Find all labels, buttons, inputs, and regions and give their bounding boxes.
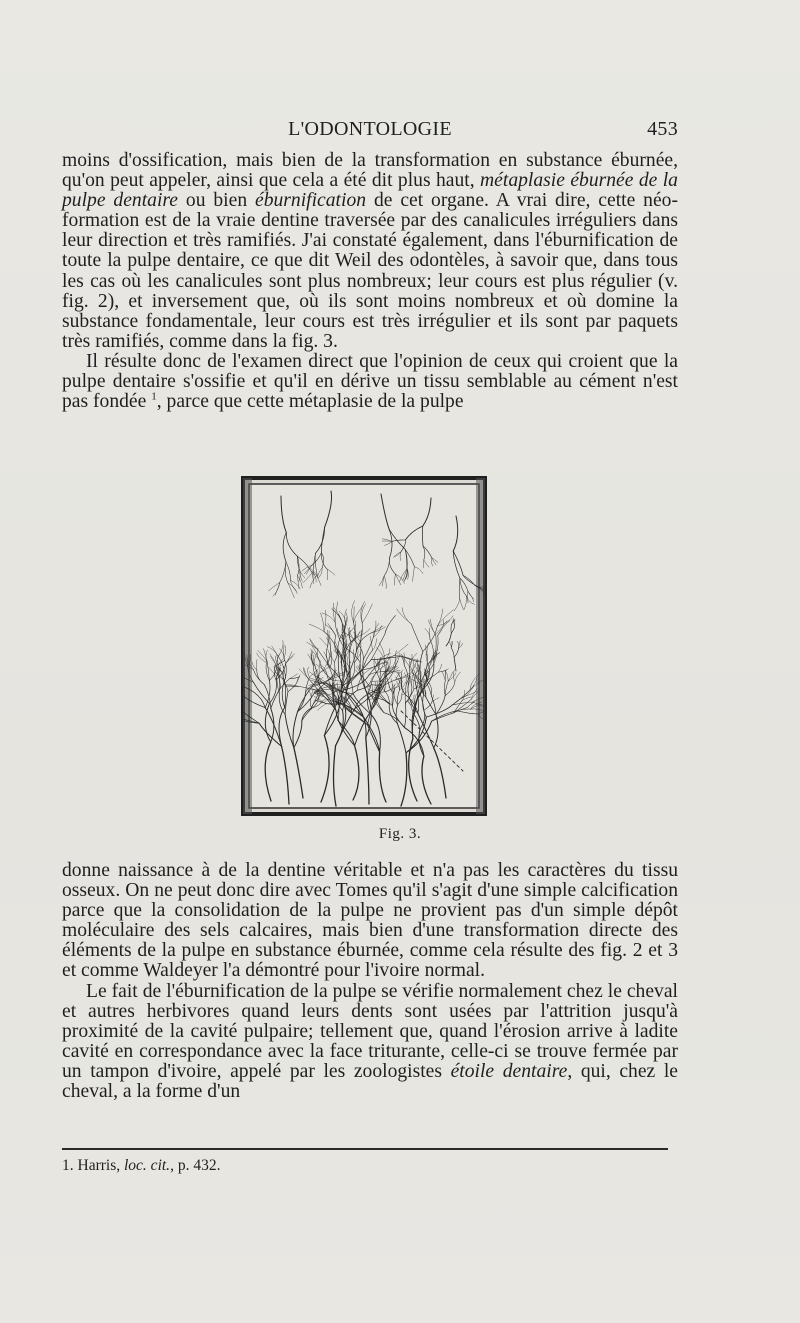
text-run: , qui, chez le cheval, a la forme d'un bbox=[62, 1060, 678, 1103]
text-run: Le fait de l'éburnification de la pulpe se vérifie normalement chez le cheval et autres herbivores quand leurs dents sont usées par l'attrition jusqu'à proximité de la cavité pulpaire; tellement que, quand l'érosion arrive à ladite cavité en correspondance avec la face triturante, celle-ci se trouve fermée par un tampon d'ivoire, appelé par les zoologistes bbox=[62, 980, 678, 1082]
body-text-bottom bbox=[62, 861, 678, 1102]
paragraph bbox=[62, 982, 678, 1103]
body-text-top bbox=[62, 151, 678, 412]
paragraph bbox=[62, 352, 678, 412]
text-run: ou bien bbox=[178, 190, 256, 212]
figure-3-illustration bbox=[241, 476, 487, 816]
figure-caption: Fig. 3. bbox=[378, 826, 422, 842]
text-run: de cet organe. A vrai dire, cette néo-formation est de la vraie dentine traversée par des canalicules irréguliers dans leur direction et très ramifiés. J'ai constaté également, dans l'éburnification de toute la pulpe dentaire, ce que dit Weil des odontèles, à savoir que, dans tous les cas où les canalicules sont plus nombreux; leur cours est plus régulier (v. fig. 2), et inversement que, où ils sont moins nombreux et où domine la substance fondamentale, leur cours est très irrégulier et ils sont par paquets très ramifiés, comme dans la fig. 3. bbox=[62, 190, 678, 352]
text-run: Il résulte donc de l'examen direct que l'opinion de ceux qui croient que la pulpe dentaire s'ossifie et qu'il en dérive un tissu semblable au cément n'est pas fondée bbox=[62, 350, 678, 413]
italic-term: éburnification bbox=[255, 190, 367, 212]
dentine-canaliculi-engraving bbox=[241, 476, 487, 816]
footnote-rule bbox=[62, 1148, 668, 1150]
text-run: donne naissance à de la dentine véritable et n'a pas les caractères du tissu osseux. On ne peut donc dire avec Tomes qu'il s'agit d'une simple calcification parce que la consolidation de la pulpe ne provient pas d'un simple dépôt moléculaire des sels calcaires, mais bien d'une transformation directe des éléments de la pulpe en substance éburnée, comme cela résulte des fig. 2 et 3 et comme Waldeyer l'a démontré pour l'ivoire normal. bbox=[62, 860, 678, 982]
footnote bbox=[62, 1157, 220, 1175]
page-number: 453 bbox=[647, 118, 678, 140]
italic-term: métaplasie éburnée de la pulpe dentaire bbox=[62, 170, 678, 212]
footnote-ref: loc. cit. bbox=[124, 1157, 171, 1174]
footnote-marker: 1 bbox=[151, 390, 157, 403]
text-run: moins d'ossification, mais bien de la transformation en substance éburnée, qu'on peut appeler, ainsi que cela a été dit plus haut, bbox=[62, 150, 678, 192]
italic-term: étoile dentaire bbox=[450, 1060, 568, 1082]
footnote-page: , p. 432. bbox=[170, 1157, 221, 1174]
footnote-number: 1. bbox=[62, 1157, 74, 1174]
footnote-author: Harris, bbox=[77, 1157, 121, 1174]
paragraph bbox=[62, 861, 678, 982]
paragraph bbox=[62, 151, 678, 352]
running-head bbox=[62, 118, 678, 146]
text-run: , parce que cette métaplasie de la pulpe bbox=[156, 391, 464, 413]
running-head-title: L'ODONTOLOGIE bbox=[288, 118, 452, 140]
